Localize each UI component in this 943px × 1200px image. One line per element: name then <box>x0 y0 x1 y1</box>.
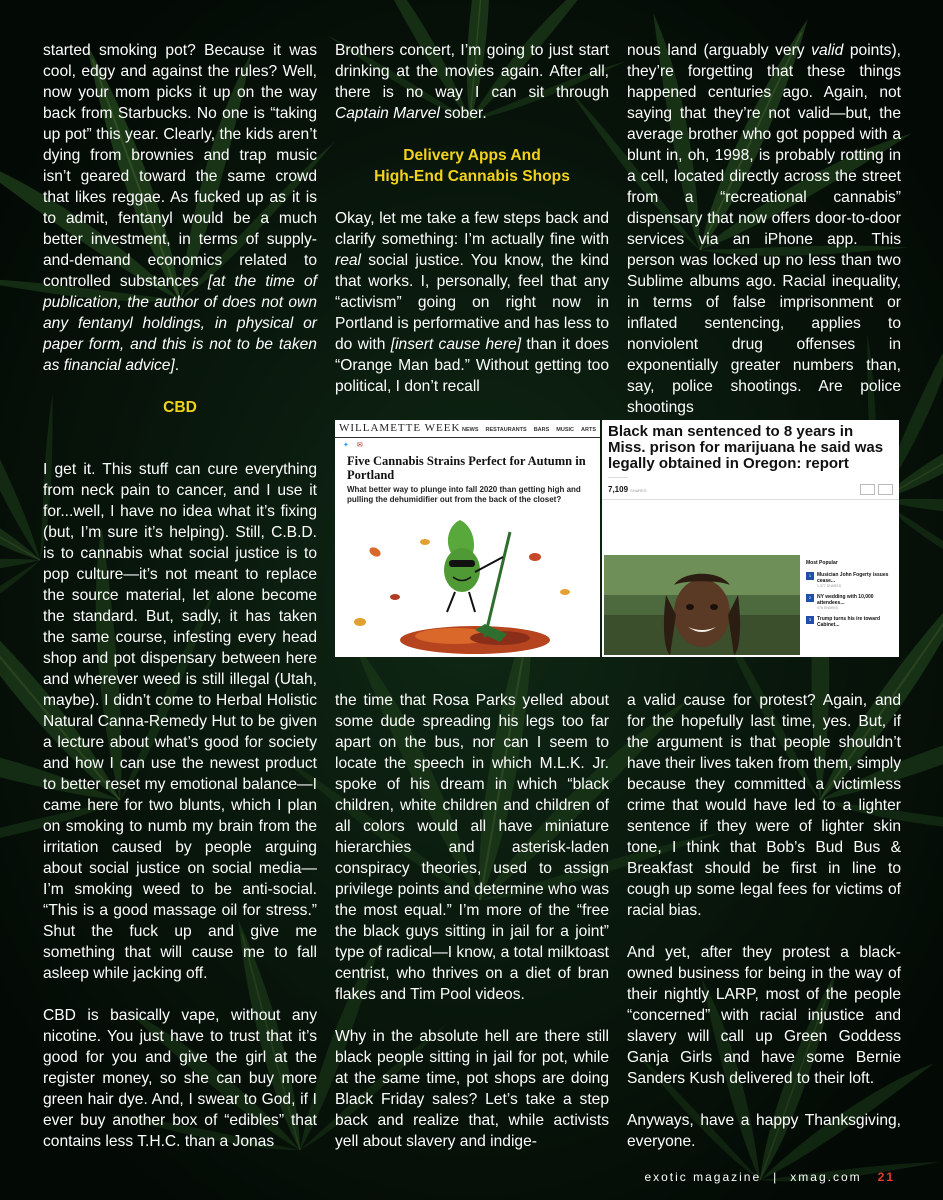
emphasis-italic: [insert cause here] <box>390 336 522 353</box>
twitter-icon: ✦ <box>343 442 349 449</box>
ww-nav-item: ARTS <box>581 427 596 433</box>
popular-item-body <box>817 572 896 588</box>
share-count-value: 7,109 <box>608 485 629 494</box>
paragraph-text: started smoking pot? Because it was cool, edgy and against the rules? Well, now your mom picks it up on the way back from Starbucks. No one is “taking up pot” this year. Clearly, the kids aren’t dying from brownies and trap music isn’t geared toward the same crowd that likes reggae. As fucked up as it is to admit, fentanyl would be a much better investment, in terms of supply-and-demand economics related to controlled substances <box>43 42 317 290</box>
emphasis-italic: valid <box>811 42 844 59</box>
footer-magazine-name: exotic magazine <box>644 1170 762 1184</box>
cbd-section-heading: CBD <box>163 399 197 416</box>
column-1-top <box>43 40 317 376</box>
article-paragraph <box>43 40 317 376</box>
ww-nav-item: MUSIC <box>556 427 575 433</box>
paragraph-text: Okay, let me take a few steps back and clarify something: I’m actually fine with <box>335 210 609 248</box>
portrait-photo <box>604 555 800 655</box>
most-popular-sidebar <box>806 560 896 634</box>
paragraph-text: points), they’re forgetting that these things happened centuries ago. Again, not saying that they’re not valid—but, the average brother who got popped with a blunt in, oh, 1998, is probably rotting in a cell, located directly across the street from a “recreational cannabis” dispensary that now offers door-to-door services via an iPhone app. This person was locked up no less than two Sublime albums ago. Racial inequality, in terms of false imprisonment or inflated sentencing, applies to nonviolent drug offenses in exponentially greater numbers than, say, police shootings. Are police shootings <box>627 42 901 416</box>
ww-header-bar <box>335 420 600 438</box>
popular-item-number: 2 <box>806 594 814 602</box>
article-paragraph: Why in the absolute hell are there still black people sitting in jail for pot, while at the same time, pot shops are doing Black Friday sales? Let’s take a step back and realize that, while activists yell about slavery and indige- <box>335 1028 609 1150</box>
mail-icon: ✉ <box>356 442 363 449</box>
popular-item-number: 3 <box>806 616 814 624</box>
most-popular-title: Most Popular <box>806 560 838 566</box>
column-2-top <box>335 40 609 397</box>
ww-logo: WILLAMETTE WEEK <box>339 422 461 434</box>
column-2-bottom <box>335 690 609 1152</box>
movie-title-italic: Captain Marvel <box>335 105 440 122</box>
footer-site: xmag.com <box>790 1170 862 1184</box>
page-footer <box>644 1170 895 1184</box>
emphasis-italic: real <box>335 252 362 269</box>
news-share-row <box>602 480 899 500</box>
article-paragraph: the time that Rosa Parks yelled about some dude spreading his legs too far apart on the bus, nor can I seem to locate the speech in which M.L.K. Jr. spoke of his dream in which “black children, white children and children of all colors would all have miniature hierarchies and asterisk-laden conspiracy theories, used to assign privilege points and determine who was the most equal.” I’m more of the “free the black guys sitting in jail for a joint” type of radical—I know, a total milktoast centrist, who thrives on a diet of bran flakes and Tim Pool videos. <box>335 692 609 1003</box>
cbd-section-heading-wrap <box>43 397 317 418</box>
news-byline: ─────── <box>608 475 628 480</box>
paragraph-end: sober. <box>439 105 487 122</box>
ww-nav <box>462 427 596 433</box>
column-3-top <box>627 40 901 418</box>
article-paragraph <box>627 40 901 418</box>
popular-item <box>806 594 896 610</box>
popular-item-body <box>817 594 896 610</box>
article-paragraph <box>335 40 609 124</box>
editor-note-italic: [at the time of publication, the author of does not own any fentanyl holdings, in physical or paper form, and this is not to be taken as financial advice] <box>43 273 317 374</box>
ww-article-title: Five Cannabis Strains Perfect for Autumn in Portland <box>347 454 586 482</box>
ww-article-subtitle: What better way to plunge into fall 2020 than getting high and pulling the dehumidifier out from the back of the closet? <box>347 485 581 504</box>
news-article-screenshot <box>602 420 899 657</box>
popular-item-number: 1 <box>806 572 814 580</box>
article-paragraph: I get it. This stuff can cure everything from neck pain to cancer, and I use it for...well, I have no idea what it’s fixing (but, I’m sure it’s helping). Still, C.B.D. is to cannabis what social justice is to pop culture—it’s not meant to replace the source material, let alone become the standard. But, sadly, it has taken the same course, infesting every head shop and pot dispensary between here and wherever weed is still illegal (Utah, maybe). I didn’t come to Herbal Holistic Natural Canna-Remedy Hut to be given a lecture about what’s good for society and how I can use the newest product to better reset my emotional balance—I came here for two blunts, which I plan on smoking to numb my brain from the irritation caused by people arguing about social justice on social media—I’m smoking weed to be anti-social. “This is a good massage oil for stress.” Shut the fuck up and give me something that will cause me to fall asleep while jacking off. <box>43 461 317 982</box>
share-count-label: SHARES <box>630 488 647 493</box>
popular-item <box>806 572 896 588</box>
heading-line-1: Delivery Apps And <box>403 147 541 164</box>
paragraph-text: social justice. You know, the kind that works. I, personally, feel that any “activism” going on right now in Portland is performative and has less to do with <box>335 252 609 353</box>
popular-item-title: Trump turns his ire toward Cabinet... <box>817 616 881 628</box>
ww-nav-item: RESTAURANTS <box>485 427 527 433</box>
paragraph-text: Brothers concert, I’m going to just start drinking at the movies again. After all, there is no way I can sit through <box>335 42 609 101</box>
cannabis-bud-raking-leaves-illustration <box>335 512 600 657</box>
page-number: 21 <box>877 1170 895 1184</box>
delivery-apps-section-heading <box>335 145 609 187</box>
share-icon <box>878 484 893 495</box>
ww-nav-item: BARS <box>533 427 550 433</box>
article-paragraph: Anyways, have a happy Thanksgiving, everyone. <box>627 1112 901 1150</box>
news-headline: Black man sentenced to 8 years in Miss. prison for marijuana he said was legally obtained in Oregon: report <box>608 423 884 472</box>
paragraph-end: . <box>174 357 180 374</box>
willamette-week-screenshot <box>335 420 600 657</box>
column-3-bottom <box>627 690 901 1152</box>
popular-item-shares: 976 SHARES <box>817 606 839 610</box>
heading-line-2: High-End Cannabis Shops <box>374 168 570 185</box>
article-paragraph <box>335 208 609 397</box>
ww-social-icons <box>335 438 600 452</box>
column-1-bottom <box>43 459 317 1152</box>
share-buttons <box>860 484 893 495</box>
popular-item-title: Musician John Fogerty issues cease... <box>817 572 889 584</box>
article-paragraph: CBD is basically vape, without any nicotine. You just have to trust that it’s good for you and give the girl at the register money, so she can buy more green hair dye. And, I swear to God, if I ever buy another box of “edibles” that contains less T.H.C. than a Jonas <box>43 1007 317 1150</box>
share-count <box>608 485 646 494</box>
popular-item-shares: 1,377 SHARES <box>817 584 842 588</box>
paragraph-text: nous land (arguably very <box>627 42 812 59</box>
popular-item-body <box>817 616 896 628</box>
share-icon <box>860 484 875 495</box>
paragraph-text: than it does “Orange Man bad.” Without getting too political, I don’t recall <box>335 336 609 395</box>
footer-separator: | <box>773 1170 779 1184</box>
ww-nav-item: NEWS <box>462 427 479 433</box>
article-paragraph: And yet, after they protest a black-owned business for being in the way of their nightly LARP, most of the people “concerned” with racial injustice and slavery will call up Green Goddess Ganja Girls and have some Bernie Sanders Kush delivered to their loft. <box>627 944 901 1087</box>
popular-item <box>806 616 896 628</box>
popular-item-title: NY wedding with 10,000 attendees... <box>817 594 874 606</box>
article-paragraph: a valid cause for protest? Again, and for the hopefully last time, yes. But, if the argument is that people shouldn’t have their lives taken from them, simply because they committed a victimless crime that would have led to a lighter sentence if they were of lighter skin tone, I think that Bob’s Bud Bus & Breakfast should be first in line to cough up some legal fees for victims of racial bias. <box>627 692 901 919</box>
